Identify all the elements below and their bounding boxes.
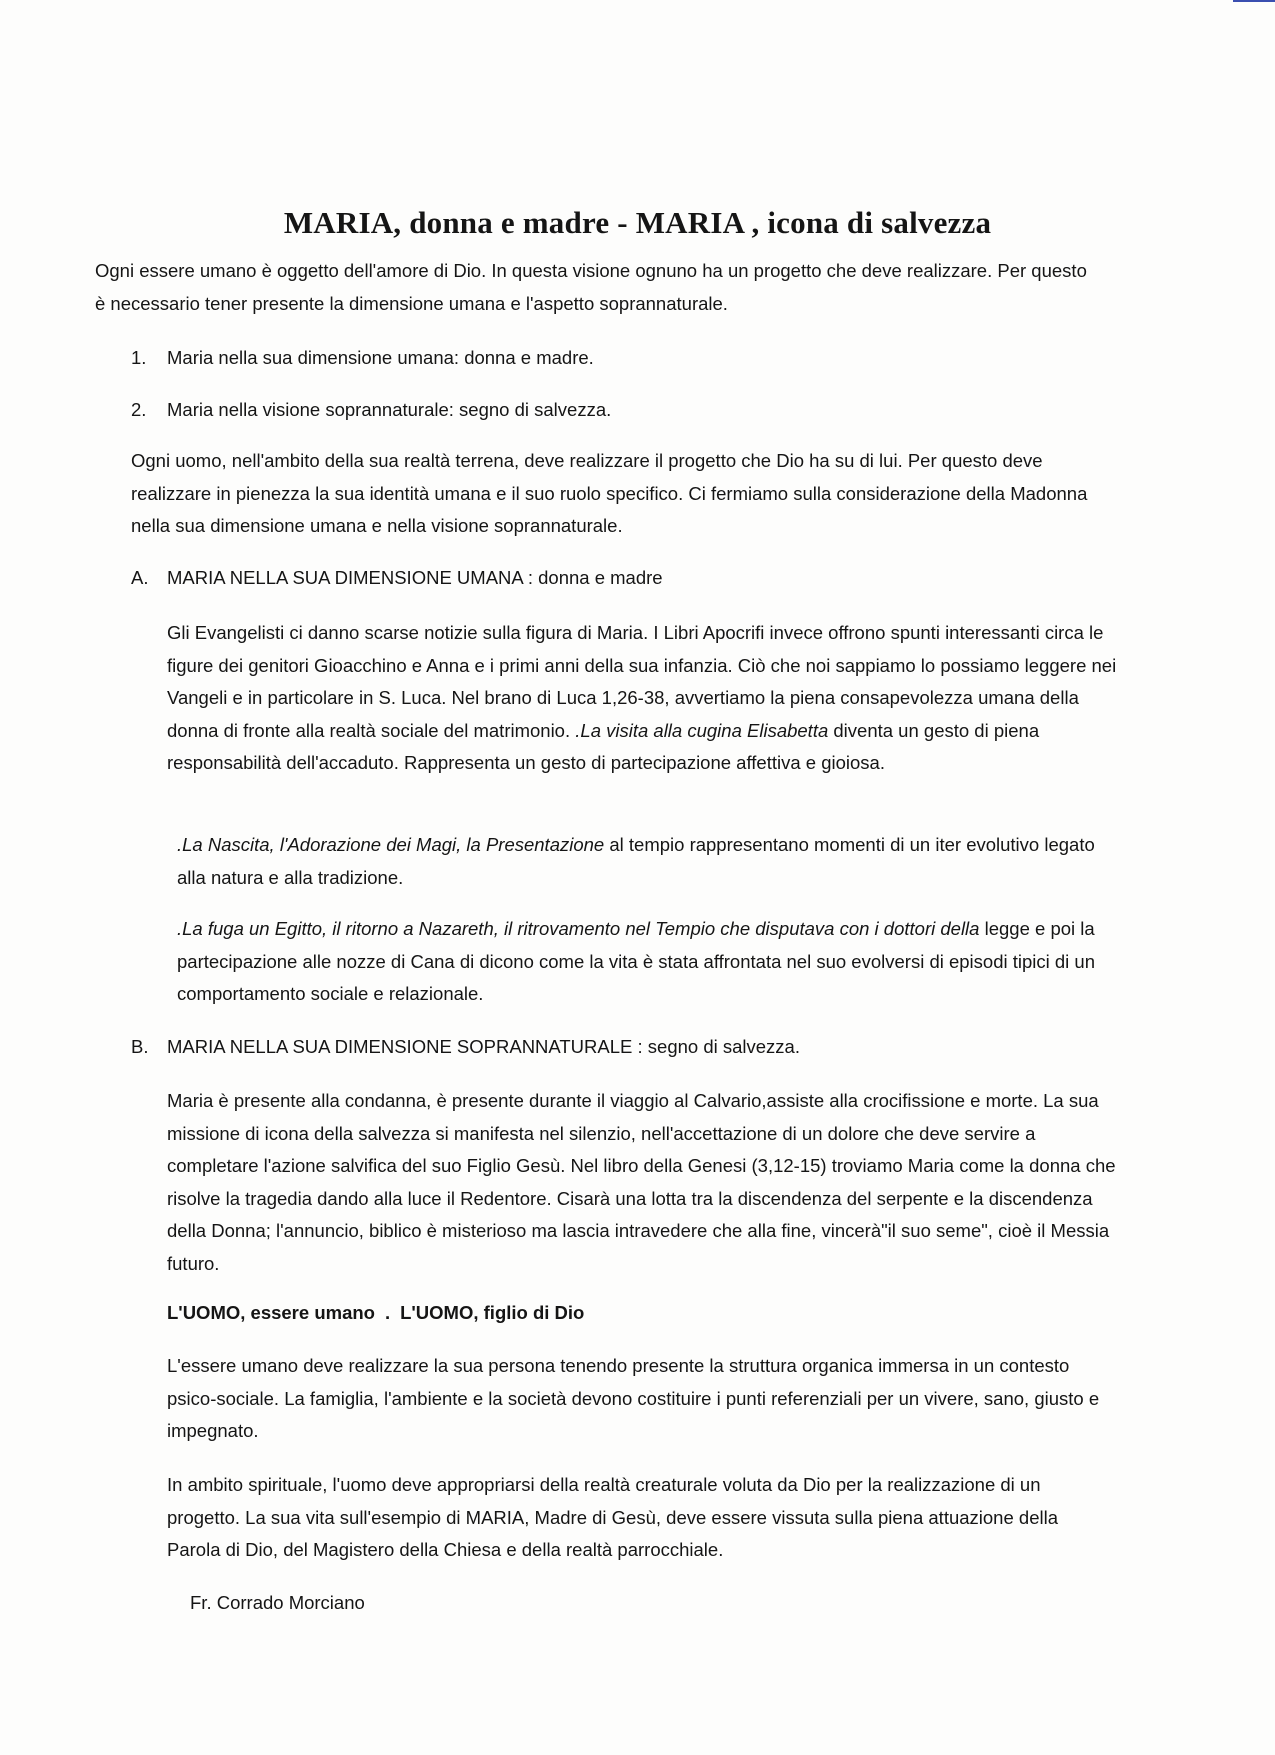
section-a-heading [131, 567, 663, 589]
section-letter: A. [131, 567, 149, 588]
paragraph-text: legge e poi la partecipazione alle nozze di Cana di dicono come la vita è stata affrontata nel suo evolversi di episodi tipici di un comportamento sociale e relazionale. [177, 918, 1096, 1004]
section-title: MARIA NELLA SUA DIMENSIONE SOPRANNATURALE : segno di salvezza. [167, 1036, 800, 1057]
list-text: Maria nella sua dimensione umana: donna e madre. [167, 347, 594, 368]
list-text: Maria nella visione soprannaturale: segno di salvezza. [167, 399, 612, 420]
section-a-paragraph-1 [167, 617, 1127, 780]
paragraph-text: Gli Evangelisti ci danno scarse notizie sulla figura di Maria. I Libri Apocrifi invece offrono spunti interessanti circa le figure dei genitori Gioacchino e Anna e i primi anni della sua infanzia. Ciò che noi sappiamo lo possiamo leggere nei Vangeli e in particolare in S. Luca. Nel brano di Luca 1,26-38, avvertiamo la piena consapevolezza umana della donna di fronte alla realtà sociale del matrimonio. [167, 622, 1117, 741]
italic-text: .La fuga un Egitto, il ritorno a Nazareth, il ritrovamento nel Tempio che disputava con i dottori della [177, 918, 980, 939]
section-b-paragraph: Maria è presente alla condanna, è presente durante il viaggio al Calvario,assiste alla crocifissione e morte. La sua missione di icona della salvezza si manifesta nel silenzio, nell'accettazione di un dolore che deve servire a completare l'azione salvifica del suo Figlio Gesù. Nel libro della Genesi (3,12-15) troviamo Maria come la donna che risolve la tragedia dando alla luce il Redentore. Cisarà una lotta tra la discendenza del serpente e la discendenza della Donna; l'annuncio, biblico è misterioso ma lascia intravedere che alla fine, vincerà"il suo seme", cioè il Messia futuro. [167, 1090, 1116, 1274]
italic-text: .La visita alla cugina Elisabetta [575, 719, 829, 741]
man-paragraph-2: In ambito spirituale, l'uomo deve appropriarsi della realtà creaturale voluta da Dio per la realizzazione di un progetto. La sua vita sull'esempio di MARIA, Madre di Gesù, deve essere vissuta sulla piena attuazione della Parola di Dio, del Magistero della Chiesa e della realtà parrocchiale. [167, 1474, 1058, 1560]
section-a-paragraph-3 [177, 913, 1107, 1011]
list-number: 1. [131, 347, 147, 368]
man-heading-separator: . [384, 1302, 391, 1323]
section-letter: B. [131, 1036, 149, 1057]
section-b-heading [131, 1036, 800, 1058]
page-title: MARIA, donna e madre - MARIA , icona di salvezza [283, 205, 992, 240]
signature: Fr. Corrado Morciano [190, 1592, 365, 1613]
man-paragraph-1: L'essere umano deve realizzare la sua persona tenendo presente la struttura organica immersa in un contesto psico-sociale. La famiglia, l'ambiente e la società devono costituire i punti referenziali per un vivere, sano, giusto e impegnato. [167, 1355, 1100, 1441]
paragraph-text: al tempio rappresentano momenti di un iter evolutivo legato alla natura e alla tradizione. [177, 834, 1095, 888]
intro-paragraph: Ogni essere umano è oggetto dell'amore di Dio. In questa visione ognuno ha un progetto che deve realizzare. Per questo è necessario tener presente la dimensione umana e l'aspetto soprannaturale. [95, 260, 1087, 314]
scan-edge-mark [1233, 0, 1275, 2]
list-number: 2. [131, 399, 147, 420]
paragraph-text: diventa un gesto di piena responsabilità dell'accaduto. Rappresenta un gesto di partecipazione affettiva e gioiosa. [167, 719, 1040, 773]
body-paragraph: Ogni uomo, nell'ambito della sua realtà terrena, deve realizzare il progetto che Dio ha su di lui. Per questo deve realizzare in pienezza la sua identità umana e il suo ruolo specifico. Ci fermiamo sulla considerazione della Madonna nella sua dimensione umana e nella visione soprannaturale. [131, 450, 1088, 536]
man-heading-left: L'UOMO, essere umano [167, 1302, 375, 1323]
man-heading-right: L'UOMO, figlio di Dio [400, 1302, 585, 1323]
section-title: MARIA NELLA SUA DIMENSIONE UMANA : donna e madre [167, 567, 663, 588]
man-heading [167, 1302, 584, 1324]
section-a-paragraph-2 [177, 829, 1107, 894]
italic-text: .La Nascita, l'Adorazione dei Magi, la Presentazione [177, 834, 605, 855]
